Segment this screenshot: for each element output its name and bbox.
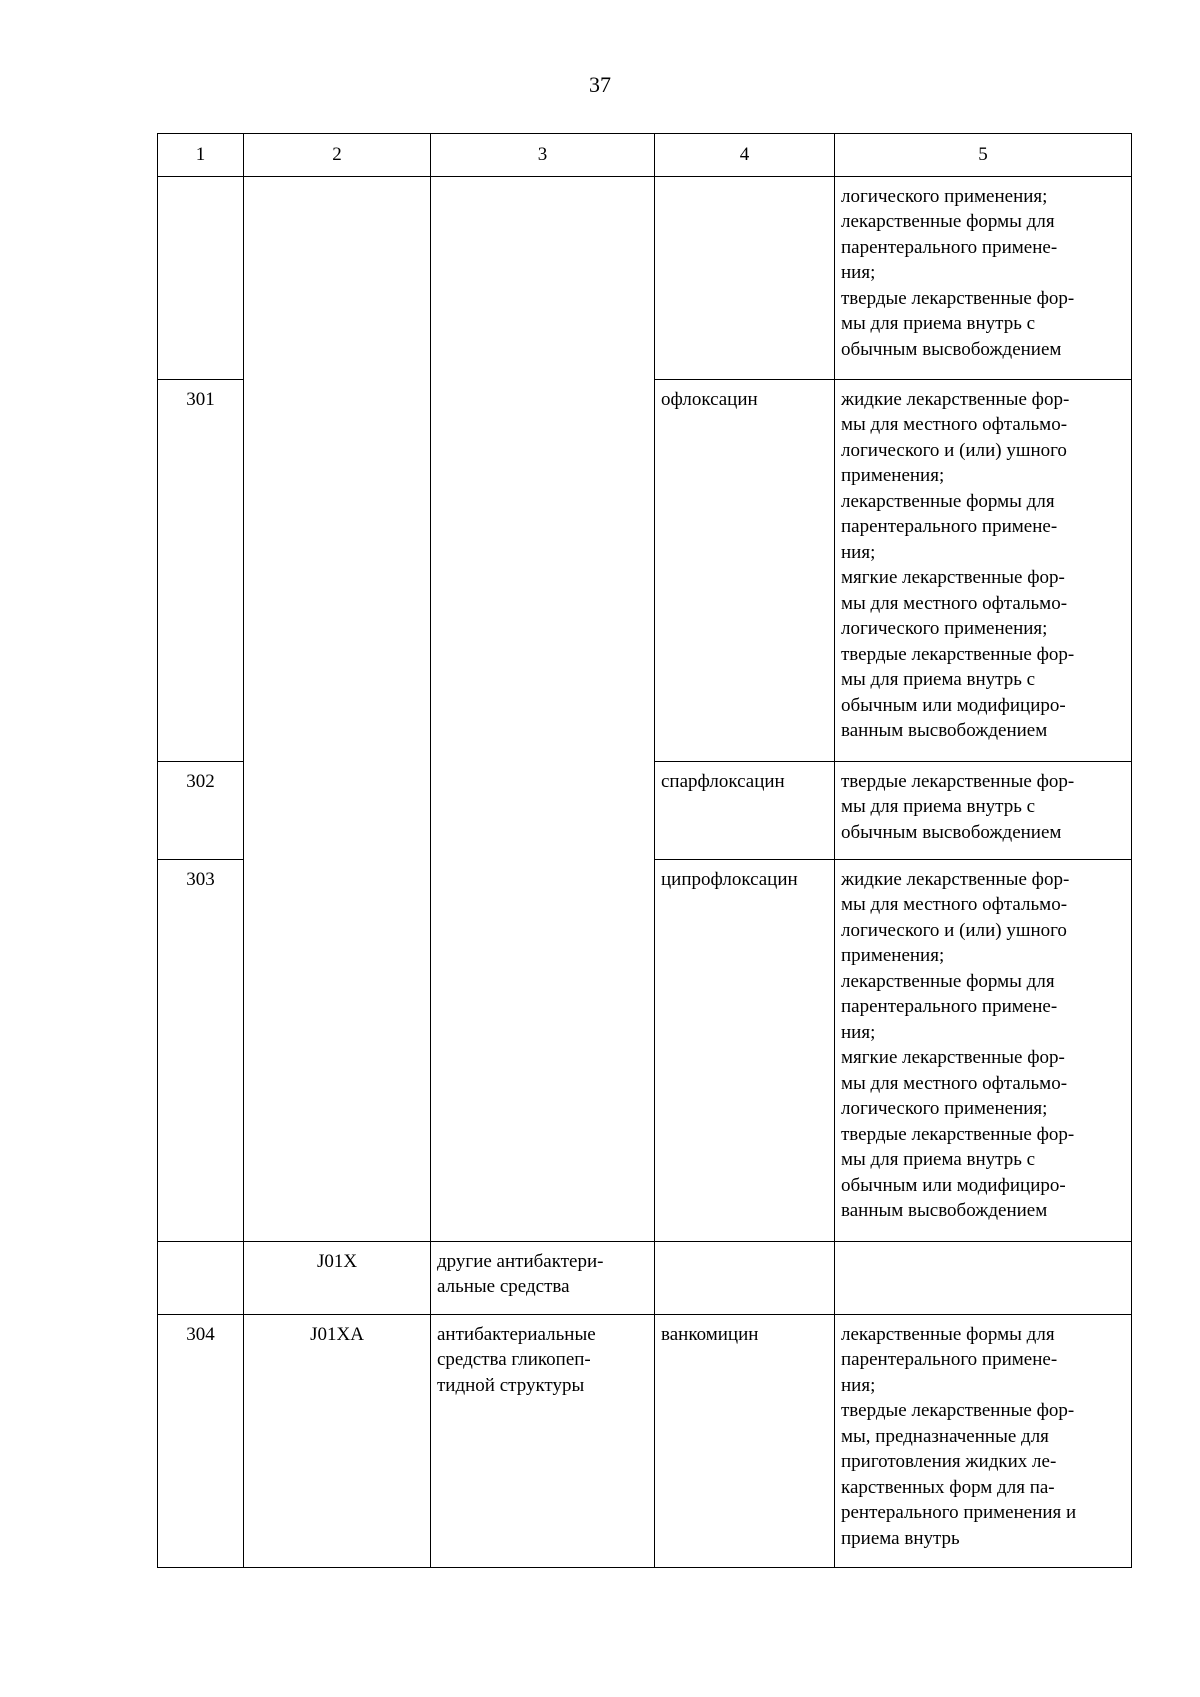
drug-name: ципрофлоксацин	[655, 859, 835, 1241]
header-cell-1: 1	[158, 134, 244, 177]
drug-table	[157, 133, 1132, 1568]
header-cell-5: 5	[835, 134, 1132, 177]
atc-code: J01XA	[244, 1314, 431, 1567]
dosage-forms: лекарственные формы для парентерального примене- ния; твердые лекарственные фор- мы, предназначенные для приготовления жидких ле- карственных форм для па- рентерального применения и приема внутрь	[835, 1314, 1132, 1567]
row-number: 302	[158, 761, 244, 859]
row-number	[158, 176, 244, 379]
atc-code	[244, 176, 431, 1241]
header-cell-4: 4	[655, 134, 835, 177]
dosage-forms	[835, 1241, 1132, 1314]
row-number	[158, 1241, 244, 1314]
row-number: 303	[158, 859, 244, 1241]
dosage-forms: твердые лекарственные фор- мы для приема внутрь с обычным высвобождением	[835, 761, 1132, 859]
table-row	[158, 1314, 1132, 1567]
table-row	[158, 176, 1132, 379]
drug-name	[655, 1241, 835, 1314]
dosage-forms: жидкие лекарственные фор- мы для местного офтальмо- логического и (или) ушного применения; лекарственные формы для парентерального примене- ния; мягкие лекарственные фор- мы для местного офтальмо- логического применения; твердые лекарственные фор- мы для приема внутрь с обычным или модифициро- ванным высвобождением	[835, 379, 1132, 761]
atc-code: J01X	[244, 1241, 431, 1314]
row-number: 301	[158, 379, 244, 761]
dosage-forms: логического применения; лекарственные формы для парентерального примене- ния; твердые лекарственные фор- мы для приема внутрь с обычным высвобождением	[835, 176, 1132, 379]
drug-name: ванкомицин	[655, 1314, 835, 1567]
group-name: антибактериальные средства гликопеп- тидной структуры	[431, 1314, 655, 1567]
drug-name	[655, 176, 835, 379]
header-cell-3: 3	[431, 134, 655, 177]
page-number: 37	[589, 72, 611, 97]
drug-name: спарфлоксацин	[655, 761, 835, 859]
header-row	[158, 134, 1132, 177]
drug-name: офлоксацин	[655, 379, 835, 761]
group-name: другие антибактери- альные средства	[431, 1241, 655, 1314]
row-number: 304	[158, 1314, 244, 1567]
table-row	[158, 1241, 1132, 1314]
group-name	[431, 176, 655, 1241]
header-cell-2: 2	[244, 134, 431, 177]
dosage-forms: жидкие лекарственные фор- мы для местного офтальмо- логического и (или) ушного применения; лекарственные формы для парентерального примене- ния; мягкие лекарственные фор- мы для местного офтальмо- логического применения; твердые лекарственные фор- мы для приема внутрь с обычным или модифициро- ванным высвобождением	[835, 859, 1132, 1241]
